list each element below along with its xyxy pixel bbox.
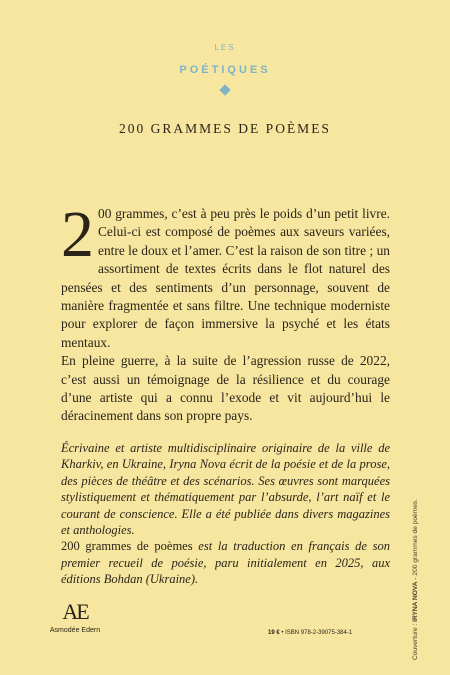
credit-suffix: - 200 grammes de poèmes. [412,498,419,582]
blurb-paragraph-1 [61,198,390,352]
blurb [61,198,390,426]
book-title: 200 GRAMMES DE POÈMES [119,121,331,136]
bio-book-title: 200 grammes de poèmes [61,539,193,554]
series-logo [0,40,450,94]
credit-prefix: Couverture : [412,621,419,660]
cover-credit [412,499,419,660]
bio-paragraph-2 [61,538,390,587]
publisher-logo [40,600,110,634]
bio-paragraph-1: Écrivaine et artiste multidisciplinaire originaire de la ville de Kharkiv, en Ukraine, Iryna Nova écrit de la poésie et de la prose, des pièces de théâtre et des scénarios. Ses œuvres sont marquées stylistiquement et thématiquement par l’absurde, l’art naïf et le courant de conscience. Elle a été publiée dans divers magazines et anthologies. [61,441,390,538]
isbn: ISBN 978-2-39075-384-1 [285,630,353,636]
publisher-name: Asmodée Edern [49,627,101,634]
blurb-paragraph-1-text: 00 grammes, c’est à peu près le poids d’un petit livre. Celui-ci est composé de poèmes aux saveurs variées, entre le doux et l’amer. C’est la raison de son titre ; un assortiment de textes écrits dans le flot naturel des pensées et des sentiments d’un personnage, souvent de manière fragmentée et sans filtre. Une technique moderniste pour explorer de façon immersive la psyché et les états mentaux. [61,206,390,350]
bio-paragraph-2-text: est la traduction en français de son premier recueil de poésie, paru initialement en 2025, aux éditions Bohdan (Ukraine). [61,539,391,587]
blurb-paragraph-2: En pleine guerre, à la suite de l’agression russe de 2022, c’est aussi un témoignage de la résilience et du courage d’une artiste qui a connu l’exode et vit aujourd’hui le déracinement dans son propre pays. [61,353,390,424]
diamond-icon [219,84,230,95]
author-bio [61,440,390,588]
price: 19 € [268,630,280,636]
publisher-mark: AE [62,599,88,624]
credit-name: IRYNA NOVA [412,581,419,622]
drop-cap: 2 [61,198,94,271]
price-isbn: 19 € • ISBN 978-2-39075-384-1 [268,630,353,636]
series-name: POÉTIQUES [179,64,271,76]
series-les: LES [214,43,236,52]
